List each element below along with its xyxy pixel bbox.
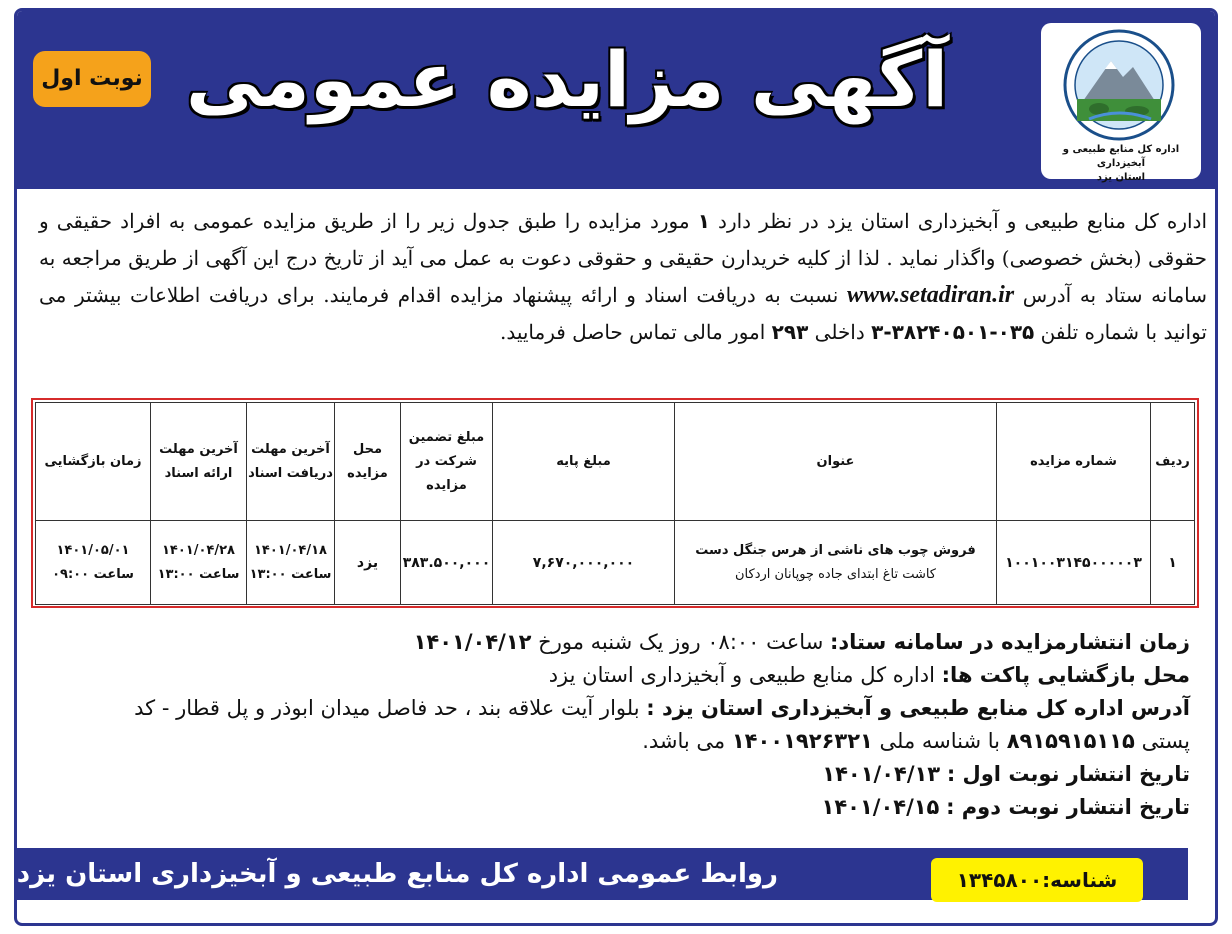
publish-label: زمان انتشارمزایده در سامانه ستاد: — [829, 630, 1190, 654]
first-issue-line — [22, 758, 1190, 791]
portal-url-link[interactable]: www.setadiran.ir — [846, 282, 1015, 308]
cell-place: یزد — [335, 521, 401, 605]
intro-paragraph — [39, 203, 1207, 351]
item-count: ۱ — [697, 209, 710, 233]
publish-time-line — [22, 626, 1190, 659]
header-place: محل مزایده — [335, 403, 401, 521]
submit-date: ۱۴۰۱/۰۴/۲۸ — [162, 542, 235, 558]
cell-opening-time — [36, 521, 151, 605]
second-issue-label: تاریخ انتشار نوبت دوم : — [946, 795, 1190, 819]
code-value: ۱۳۴۵۸۰۰ — [956, 868, 1043, 892]
cell-row-number: ۱ — [1151, 521, 1195, 605]
header-banner — [17, 11, 1215, 189]
auction-table-container — [31, 398, 1199, 608]
cell-auction-number: ۱۰۰۱۰۰۳۱۴۵۰۰۰۰۰۳ — [997, 521, 1151, 605]
header-submit-deadline: آخرین مهلت ارائه اسناد — [151, 403, 247, 521]
table-header-row — [36, 403, 1195, 521]
notice-code-badge — [931, 858, 1143, 902]
code-label: شناسه: — [1042, 868, 1118, 892]
opening-place-label: محل بازگشایی پاکت ها: — [941, 663, 1190, 687]
postal-line — [22, 725, 1190, 758]
national-id: ۱۴۰۰۱۹۲۶۳۲۱ — [731, 729, 873, 753]
phone-number: ۰۳۵-۳۸۲۴۰۵۰۱-۳ — [871, 320, 1035, 344]
subject-line-2: کاشت تاغ ابتدای جاده چوپانان اردکان — [735, 566, 936, 582]
mountain-seal-icon — [1059, 27, 1179, 143]
header-auction-number: شماره مزایده — [997, 403, 1151, 521]
logo-caption-line2: استان یزد — [1096, 172, 1146, 183]
page-title: آگهی مزایده عمومی — [185, 35, 949, 124]
first-issue-label: تاریخ انتشار نوبت اول : — [946, 762, 1190, 786]
submit-time: ساعت ۱۳:۰۰ — [157, 566, 240, 582]
first-issue-date: ۱۴۰۱/۰۴/۱۳ — [822, 762, 941, 786]
header-row-number: ردیف — [1151, 403, 1195, 521]
cell-base-price: ۷,۶۷۰,۰۰۰,۰۰۰ — [493, 521, 675, 605]
header-subject: عنوان — [675, 403, 997, 521]
opening-date: ۱۴۰۱/۰۵/۰۱ — [56, 542, 130, 558]
postal-prefix: پستی — [1141, 729, 1190, 753]
postal-code: ۸۹۱۵۹۱۵۱۱۵ — [1006, 729, 1135, 753]
header-opening-time: زمان بازگشایی — [36, 403, 151, 521]
address-text: بلوار آیت علاقه بند ، حد فاصل میدان ابوذر و پل قطار - کد — [134, 696, 640, 720]
intro-text-5: امور مالی تماس حاصل فرمایید. — [499, 320, 766, 344]
logo-caption-line1: اداره کل منابع طبیعی و آبخیزداری — [1062, 144, 1180, 169]
receive-time: ساعت ۱۳:۰۰ — [249, 566, 332, 582]
publish-date: ۱۴۰۱/۰۴/۱۲ — [413, 630, 532, 654]
details-section — [22, 626, 1190, 824]
logo-caption — [1045, 143, 1197, 185]
header-receive-deadline: آخرین مهلت دریافت اسناد — [247, 403, 335, 521]
intro-text-1: اداره کل منابع طبیعی و آبخیزداری استان یزد در نظر دارد — [718, 209, 1208, 233]
subject-line-1: فروش چوب های ناشی از هرس جنگل دست — [695, 542, 976, 558]
issue-badge: نوبت اول — [33, 51, 151, 107]
cell-guarantee: ۳۸۳.۵۰۰,۰۰۰ — [401, 521, 493, 605]
national-id-prefix: با شناسه ملی — [879, 729, 1001, 753]
extension-number: ۲۹۳ — [771, 320, 809, 344]
table-row — [36, 521, 1195, 605]
opening-place-line — [22, 659, 1190, 692]
footer-text: روابط عمومی اداره کل منابع طبیعی و آبخیزداری استان یزد — [16, 859, 778, 889]
address-label: آدرس اداره کل منابع طبیعی و آبخیزداری استان یزد : — [646, 696, 1190, 720]
header-base-price: مبلغ پایه — [493, 403, 675, 521]
auction-table — [35, 402, 1195, 605]
intro-text-4: داخلی — [814, 320, 865, 344]
opening-place-text: اداره کل منابع طبیعی و آبخیزداری استان یزد — [548, 663, 935, 687]
second-issue-date: ۱۴۰۱/۰۴/۱۵ — [821, 795, 940, 819]
intro-text-3: نسبت به دریافت اسناد و ارائه پیشنهاد مزایده اقدام فرمایند. برای دریافت اطلاعات بیشتر می توانید با شماره تلفن — [39, 283, 1207, 344]
receive-date: ۱۴۰۱/۰۴/۱۸ — [254, 542, 327, 558]
address-line — [22, 692, 1190, 725]
intro-text-2: مورد مزایده را طبق جدول زیر را از طریق مزایده عمومی به افراد حقیقی و حقوقی (بخش خصوصی) واگذار نماید . لذا از کلیه خریدارن حقیقی و حقوقی دعوت به عمل می آید از تاریخ درج این آگهی از طریق مراجعه به سامانه ستاد به آدرس — [39, 209, 1208, 307]
publish-text: ساعت ۰۸:۰۰ روز یک شنبه مورخ — [538, 630, 824, 654]
cell-subject — [675, 521, 997, 605]
cell-submit-deadline — [151, 521, 247, 605]
cell-receive-deadline — [247, 521, 335, 605]
header-guarantee: مبلغ تضمین شرکت در مزایده — [401, 403, 493, 521]
national-id-suffix: می باشد. — [642, 729, 726, 753]
organization-logo — [1041, 23, 1201, 183]
opening-time: ساعت ۰۹:۰۰ — [52, 566, 134, 582]
second-issue-line — [22, 791, 1190, 824]
